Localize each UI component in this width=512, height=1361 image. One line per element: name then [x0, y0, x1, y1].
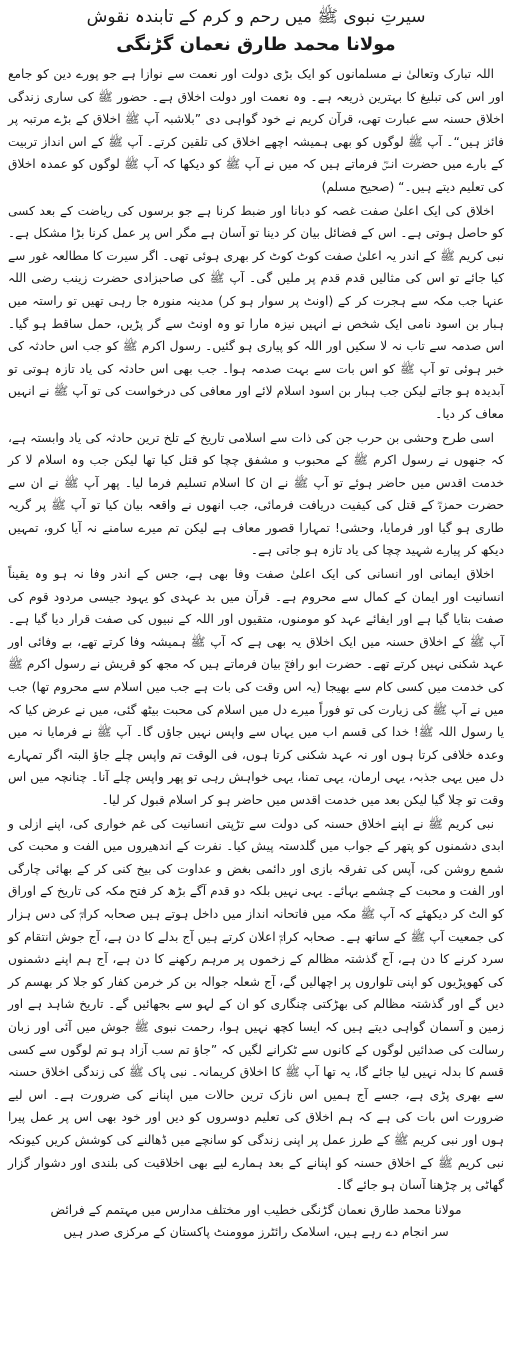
paragraph-5: نبی کریم ﷺ نے اپنے اخلاق حسنہ کی دولت سے تڑپتی انسانیت کی غم خواری کی، اپنے ازلی و ابدی دشمنوں کو پتھر کے جواب میں گلدستہ پیش کیا۔ نفرت کے اندھیروں میں الفت و محبت کی شمع روشن کی، آپس کی تفرقہ بازی اور دائمی بغض و عداوت کی بیخ کنی کر کے بھائی چارگی اور الفت و محبت کے چشمے بہائے۔ یہی نہیں بلکہ دو قدم آگے بڑھ کر فتح مکہ کی تاریخ کے اوراق کو الٹ کر دیکھئے کہ آپ ﷺ مکہ میں فاتحانہ انداز میں داخل ہوتے ہیں صحابہ کرامؓ کی دس ہزار کی جمعیت آپ ﷺ کے ساتھ ہے۔ صحابہ کرامؓ اعلان کرتے ہیں آج بدلے کا دن ہے، آج جوش انتقام کو سرد کرنے کا دن ہے، آج گذشتہ مظالم کے زخموں پر مرہم رکھنے کا دن ہے، آج ہم اپنے دشمنوں کی کھوپڑیوں کو اپنی تلواروں پر اچھالیں گے، آج شعلہ جوالہ بن کر خرمن کفار کو جلا کر بھسم کر دیں گے اور گذشتہ مظالم کی بھڑکتی چنگاری کو ان کے لہو سے بجھائیں گے۔ تاریخ شاہد ہے اور زمین و آسمان گواہی دیتے ہیں کہ ایسا کچھ نہیں ہوا، رحمت نبوی ﷺ جوش میں آئی اور زبان رسالت کی صدائیں لوگوں کے کانوں سے ٹکرانے لگیں کہ ”جاؤ تم سب آزاد ہو تم لوگوں سے کسی قسم کا بدلہ نہیں لیا جائے گا، یہ تھا آپ ﷺ کا اخلاق کریمانہ۔ نبی پاک ﷺ کی زندگی اخلاق حسنہ سے بھری پڑی ہے، جسے آج ہمیں اس نازک ترین حالات میں اپنانے کی ضرورت ہے۔ اس لیے ضرورت اس بات کی ہے کہ ہم اخلاق کی تعلیم دوسروں کو دیں اور خود بھی اس پر عمل پیرا ہوں اور نبی کریم ﷺ کے طرز عمل پر اپنی زندگی کو سانچے میں ڈھالنے کی کوشش کریں کیونکہ نبی کریم ﷺ کے اخلاق حسنہ کو اپنانے کے بعد ہمارے لیے بھی اخلاقیت کی بلندی اور دشوار گزار گھاٹی پر چڑھنا آسان ہو جائے گا۔	[8, 816, 504, 1193]
article-title: سیرتِ نبوی ﷺ میں رحم و کرم کے تابندہ نقوش	[86, 7, 426, 27]
author-bio-line-1: مولانا محمد طارق نعمان گڑنگی خطیب اور مختلف مدارس میں مہتمم کے فرائض	[50, 1202, 462, 1217]
paragraph-4: اخلاق ایمانی اور انسانی کی ایک اعلیٰ صفت وفا بھی ہے، جس کے اندر وفا نہ ہو وہ یقیناً انسانیت اور ایمان کے کمال سے محروم ہے۔ قرآن میں بد عہدی کو یہود جیسی مردود قوم کی صفت بتایا گیا ہے اور ایفائے عہد کو مومنوں، متقیوں اور اللہ کے نبیوں کی صفت قرار دیا گیا ہے۔ آپ ﷺ کے اخلاق حسنہ میں ایک اخلاق یہ بھی ہے کہ آپ ﷺ ہمیشہ وفا کرتے تھے، بے وفائی اور عہد شکنی نہیں کرتے تھے۔ حضرت ابو رافعؓ بیان فرماتے ہیں کہ مجھ کو قریش نے رسول اکرم ﷺ کی خدمت میں کسی کام سے بھیجا (یہ اس وقت کی بات ہے جب میں اسلام سے محروم تھا) جب میں نے آپ ﷺ کی زیارت کی تو فوراً میرے دل میں اسلام کی محبت بیٹھ گئی، میں نے عرض کیا کہ یا رسول اللہ ﷺ! خدا کی قسم اب میں یہاں سے واپس نہیں جاؤں گا۔ آپ ﷺ نے فرمایا نہ میں وعدہ خلافی کرتا ہوں اور نہ عہد شکنی کرتا ہوں، فی الوقت تم واپس چلے جاؤ البتہ اگر تمہارے دل میں یہی جذبہ، یہی ارمان، یہی تمنا، یہی خواہش رہی تو پھر واپس چلے آنا۔ چنانچہ میں اس وقت تو چلا گیا لیکن بعد میں خدمت اقدس میں حاضر ہو کر اسلام قبول کر لیا۔	[8, 567, 504, 807]
paragraph-2: اخلاق کی ایک اعلیٰ صفت غصہ کو دبانا اور ضبط کرنا ہے جو برسوں کی ریاضت کے بعد کسی کو حاصل ہوتی ہے۔ اس کے فضائل بیان کر دینا تو آسان ہے مگر اس پر عمل کرنا بڑا مشکل ہے۔ نبی کریم ﷺ کے اندر یہ اعلیٰ صفت کوٹ کوٹ کر بھری ہوئی تھی۔ اگر سیرت کا مطالعہ غور سے کیا جائے تو اس کی مثالیں قدم قدم پر ملیں گی۔ آپ ﷺ کی صاحبزادی حضرت زینب رضی اللہ عنہا جب مکہ سے ہجرت کر کے (اونٹ پر سوار ہو کر) مدینہ منورہ جا رہی تھیں تو راستہ میں ہبار بن اسود نامی ایک شخص نے انہیں نیزہ مارا تو وہ اونٹ سے گر پڑیں، حمل ساقط ہو گیا۔ اس صدمہ سے تاب نہ لا سکیں اور اللہ کو پیاری ہو گئیں۔ رسول اکرم ﷺ کو جب اس حادثہ کی خبر ہوئی تو آپ ﷺ کو اس بات سے بہت صدمہ ہوا۔ جب بھی اس حادثہ کی یاد تازہ ہوتی تو آبدیدہ ہو جاتے لیکن جب ہبار بن اسود اسلام لائے اور معافی کی درخواست کی تو آپ ﷺ نے انہیں معاف کر دیا۔	[8, 203, 504, 421]
author-bio-line-2: سر انجام دے رہے ہیں، اسلامک رائٹرز موومنٹ پاکستان کے مرکزی صدر ہیں	[63, 1225, 449, 1240]
paragraph-1: اللہ تبارک وتعالیٰ نے مسلمانوں کو ایک بڑی دولت اور نعمت سے نوازا ہے جو پورے دین کو جامع اور اس کی تبلیغ کا بہترین ذریعہ ہے۔ وہ نعمت اور دولت اخلاق ہے۔ حضور ﷺ کی ساری زندگی اخلاق حسنہ سے عبارت تھی، قرآن کریم نے خود گواہی دی ”بلاشبہ آپ ﷺ اخلاق کے بڑے مرتبہ پر فائز ہیں“۔ آپ ﷺ لوگوں کو بھی ہمیشہ اچھے اخلاق کی تلقین کرتے۔ آپ ﷺ کے اس انداز تربیت کے بارے میں حضرت انسؓ فرماتے ہیں کہ میں نے آپ ﷺ کو دیکھا کہ آپ ﷺ لوگوں کو عمدہ اخلاق کی تعلیم دیتے ہیں۔“ (صحیح مسلم)	[8, 67, 504, 194]
author-bio	[8, 1199, 504, 1244]
author-name: مولانا محمد طارق نعمان گڑنگی	[116, 34, 396, 55]
paragraph-3: اسی طرح وحشی بن حرب جن کی ذات سے اسلامی تاریخ کے تلخ ترین حادثہ کی یاد وابستہ ہے، کہ جنھوں نے رسول اکرم ﷺ کے محبوب و مشفق چچا کو قتل کیا تھا لیکن جب وہ اسلام لا کر خدمت اقدس میں حاضر ہوئے تو آپ ﷺ نے ان کا اسلام تسلیم فرما لیا۔ پھر آپ ﷺ نے ان سے حضرت حمزہؓ کے قتل کی کیفیت دریافت فرمائی، جب انھوں نے واقعہ بیان کیا تو آپ ﷺ پر گریہ طاری ہو گیا اور فرمایا، وحشی! تمہارا قصور معاف ہے لیکن تم میرے سامنے نہ آیا کرو، تمہیں دیکھ کر پیارے شہید چچا کی یاد تازہ ہو جاتی ہے۔	[8, 430, 504, 558]
article	[8, 4, 504, 1244]
